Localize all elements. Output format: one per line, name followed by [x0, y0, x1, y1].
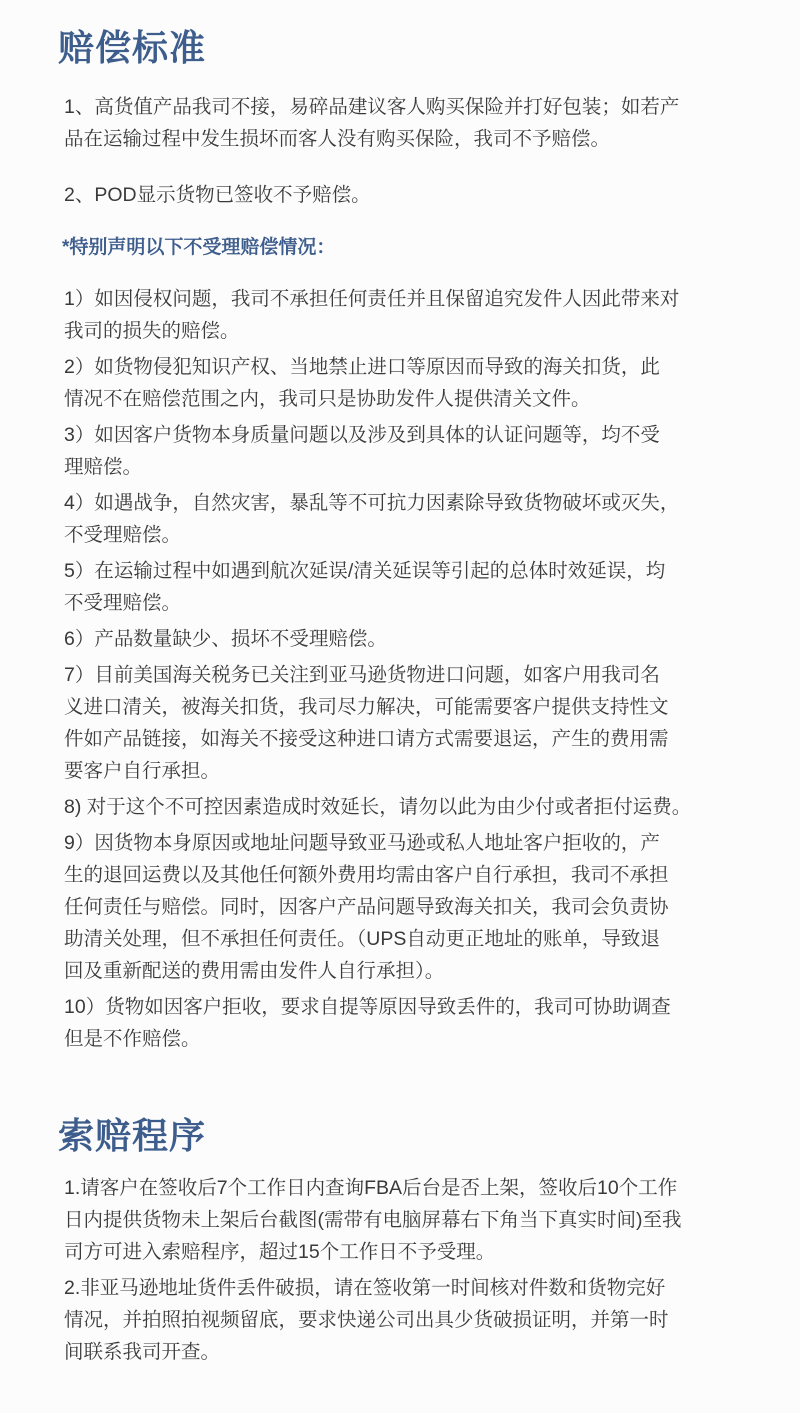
text-line: 3）如因客户货物本身质量问题以及涉及到具体的认证问题等，均不受: [64, 424, 660, 446]
list-item: [64, 283, 784, 347]
text-line: 任何责任与赔偿。同时，因客户产品问题导致海关扣关，我司会负责协: [64, 896, 669, 918]
text-line: 8) 对于这个不可控因素造成时效延长，请勿以此为由少付或者拒付运费。: [64, 796, 692, 818]
text-line: 10）货物如因客户拒收，要求自提等原因导致丢件的，我司可协助调查: [64, 996, 671, 1018]
exclusion-list: [64, 283, 784, 1055]
text-line: 情况不在赔偿范围之内，我司只是协助发件人提供清关文件。: [64, 388, 591, 410]
list-item: [64, 991, 784, 1055]
list-item: [64, 827, 784, 987]
text-line: 2）如货物侵犯知识产权、当地禁止进口等原因而导致的海关扣货，此: [64, 356, 660, 378]
list-item: [64, 419, 784, 483]
list-item: [64, 791, 784, 823]
list-item: [64, 351, 784, 415]
text-line: 司方可进入索赔程序，超过15个工作日不予受理。: [64, 1241, 496, 1263]
text-line: 助清关处理，但不承担任何责任。（UPS自动更正地址的账单，导致退: [64, 928, 660, 950]
claim-procedure-list: [64, 1172, 784, 1368]
text-line: 但是不作赔偿。: [64, 1028, 201, 1050]
section-title-compensation: 赔偿标准: [58, 27, 207, 68]
text-line: 品在运输过程中发生损坏而客人没有购买保险，我司不予赔偿。: [64, 128, 611, 150]
text-line: 4）如遇战争，自然灾害，暴乱等不可抗力因素除导致货物破坏或灭失，: [64, 492, 680, 514]
text-line: 件如产品链接，如海关不接受这种进口请方式需要退运，产生的费用需: [64, 728, 669, 750]
text-line: 不受理赔偿。: [64, 524, 182, 546]
text-line: 1.请客户在签收后7个工作日内查询FBA后台是否上架，签收后10个工作: [64, 1177, 678, 1199]
text-line: 要客户自行承担。: [64, 760, 221, 782]
special-statement-heading: *特别声明以下不受理赔偿情况：: [62, 237, 336, 258]
text-line: 生的退回运费以及其他任何额外费用均需由客户自行承担，我司不承担: [64, 864, 669, 886]
section-title-claim-procedure: 索赔程序: [58, 1115, 207, 1156]
list-item: [64, 487, 784, 551]
text-line: 1）如因侵权问题，我司不承担任何责任并且保留追究发件人因此带来对: [64, 288, 680, 310]
text-line: 1、高货值产品我司不接，易碎品建议客人购买保险并打好包装；如若产: [64, 96, 680, 118]
text-line: 义进口清关，被海关扣货，我司尽力解决，可能需要客户提供支持性文: [64, 696, 669, 718]
text-line: 情况，并拍照拍视频留底，要求快递公司出具少货破损证明，并第一时: [64, 1309, 669, 1331]
text-line: 7）目前美国海关税务已关注到亚马逊货物进口问题，如客户用我司名: [64, 664, 660, 686]
text-line: 不受理赔偿。: [64, 592, 182, 614]
list-item: [64, 1272, 784, 1368]
list-item: [64, 623, 784, 655]
text-line: 我司的损失的赔偿。: [64, 320, 240, 342]
text-line: 回及重新配送的费用需由发件人自行承担）。: [64, 960, 445, 982]
text-line: 6）产品数量缺少、损坏不受理赔偿。: [64, 628, 387, 650]
text-line: 2、POD显示货物已签收不予赔偿。: [64, 184, 371, 206]
text-line: 理赔偿。: [64, 456, 143, 478]
text-line: 间联系我司开查。: [64, 1341, 221, 1363]
text-line: 5）在运输过程中如遇到航次延误/清关延误等引起的总体时效延误，均: [64, 560, 666, 582]
text-line: 2.非亚马逊地址货件丢件破损，请在签收第一时间核对件数和货物完好: [64, 1277, 666, 1299]
compensation-para-1: [64, 91, 784, 155]
text-line: 9）因货物本身原因或地址问题导致亚马逊或私人地址客户拒收的，产: [64, 832, 660, 854]
list-item: [64, 1172, 784, 1268]
text-line: 日内提供货物未上架后台截图(需带有电脑屏幕右下角当下真实时间)至我: [64, 1209, 682, 1231]
list-item: [64, 555, 784, 619]
compensation-para-2: [64, 179, 784, 211]
list-item: [64, 659, 784, 787]
